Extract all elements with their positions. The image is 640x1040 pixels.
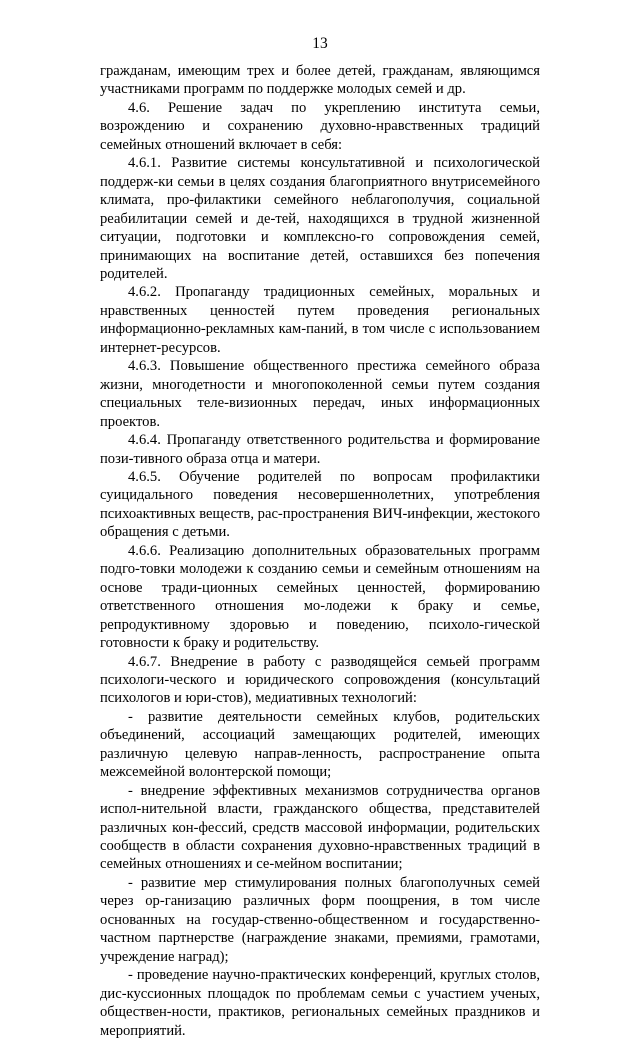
document-body (100, 62, 540, 1040)
paragraph: 4.6.3. Повышение общественного престижа семейного образа жизни, многодетности и многопоколенной семьи путем создания специальных теле-визионных передач, иных информационных проектов. (100, 358, 540, 430)
page-number: 13 (312, 35, 328, 52)
paragraph: 4.6.5. Обучение родителей по вопросам профилактики суицидального поведения несовершеннолетних, употребления психоактивных веществ, рас-пространения ВИЧ-инфекции, жестокого обращения с детьми. (100, 468, 540, 541)
paragraph: 4.6.4. Пропаганду ответственного родительства и формирование пози-тивного образа отца и матери. (100, 432, 540, 467)
paragraph: 4.6.2. Пропаганду традиционных семейных, моральных и нравственных ценностей путем проведения региональных информационно-рекламных кам-паний, в том числе с использованием интернет-ресурсов. (100, 284, 540, 356)
paragraph: - развитие деятельности семейных клубов, родительских объединений, ассоциаций замещающих родителей, имеющих различную целевую направ-ленность, распространение опыта межсемейной волонтерской помощи; (100, 708, 540, 781)
paragraph: - внедрение эффективных механизмов сотрудничества органов испол-нительной власти, гражданского общества, представителей различных кон-фессий, средств массовой информации, родительских сообществ в области сохранения духовно-нравственных традиций в семейных отношениях и се-мейном воспитании; (100, 782, 540, 873)
paragraph: - проведение научно-практических конференций, круглых столов, дис-куссионных площадок по проблемам семьи с участием ученых, обществен-ности, практиков, региональных семейных праздников и мероприятий. (100, 967, 540, 1039)
paragraph: - развитие мер стимулирования полных благополучных семей через ор-ганизацию различных форм поощрения, в том числе основанных на государ-ственно-общественном и государственно-частном партнерстве (награждение знаками, премиями, грамотами, учреждение наград); (100, 874, 540, 965)
paragraph: 4.6. Решение задач по укреплению института семьи, возрождению и сохранению духовно-нравственных традиций семейных отношений включает в себя: (100, 99, 540, 153)
paragraph: 4.6.7. Внедрение в работу с разводящейся семьей программ психологи-ческого и юридического сопровождения (консультаций психологов и юри-стов), медиативных технологий: (100, 653, 540, 707)
paragraph: 4.6.1. Развитие системы консультативной и психологической поддерж-ки семьи в целях создания благоприятного внутрисемейного климата, про-филактики семейного неблагополучия, социальной реабилитации семей и де-тей, находящихся в трудной жизненной ситуации, подготовки и комплексно-го сопровождения семей, принимающих на воспитание детей, оставшихся без попечения родителей. (100, 155, 540, 282)
paragraph: гражданам, имеющим трех и более детей, гражданам, являющимся участниками программ по поддержке молодых семей и др. (100, 63, 540, 98)
paragraph: 4.6.6. Реализацию дополнительных образовательных программ подго-товки молодежи к созданию семьи и семейным отношениям на основе тради-ционных семейных ценностей, формированию ответственного отношения мо-лодежи к браку и семье, репродуктивному здоровью и поведению, психоло-гической готовности к браку и родительству. (100, 542, 540, 652)
